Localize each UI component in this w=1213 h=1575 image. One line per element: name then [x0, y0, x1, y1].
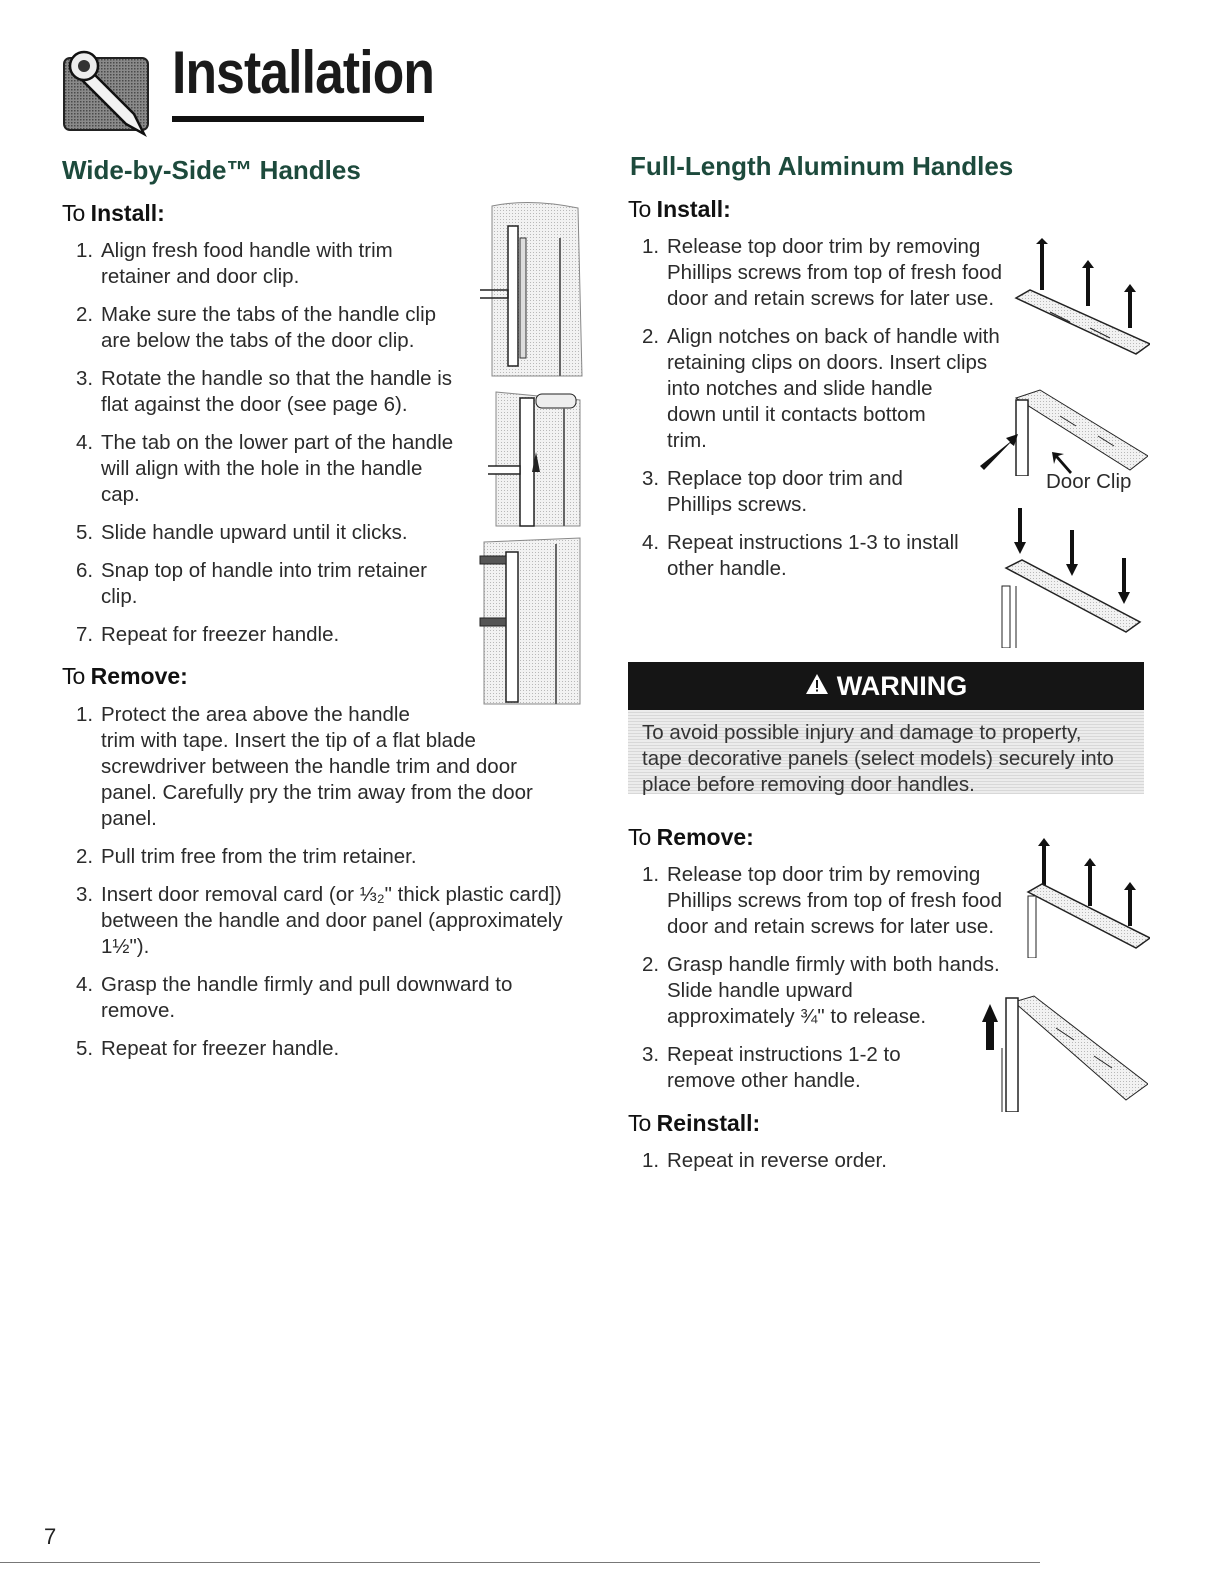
step-text-line: Grasp handle firmly with both hands.	[667, 953, 1000, 976]
figure-label-door-clip: Door Clip	[1046, 470, 1132, 493]
step-text-line: Repeat instructions 1-3 to install	[667, 531, 959, 554]
step-text-line: Make sure the tabs of the handle clip	[101, 303, 437, 326]
step-text-line: Repeat instructions 1-2 to	[667, 1043, 901, 1066]
title-underline	[172, 116, 424, 122]
step-text-line: Replace top door trim and	[667, 467, 903, 490]
figure-handle-slide	[976, 988, 1148, 1112]
step-number: 3.	[76, 367, 94, 390]
figure-trim-remove	[1010, 232, 1150, 364]
warning-title: WARNING	[836, 670, 968, 701]
step-item	[62, 972, 592, 1024]
subheading-right-install: To Install:	[628, 196, 731, 222]
section-heading-wide-by-side: Wide-by-Side™ Handles	[62, 155, 361, 185]
step-item	[628, 952, 1028, 1030]
left-remove-steps	[62, 702, 592, 1074]
bottom-rule	[0, 1562, 1040, 1563]
step-list	[628, 1148, 1028, 1174]
warning-text-line: tape decorative panels (select models) securely into	[642, 747, 1114, 770]
step-item	[628, 466, 1028, 518]
step-text-line: flat against the door (see page 6).	[101, 393, 408, 416]
step-text-line: Align fresh food handle with trim	[101, 239, 393, 262]
step-item	[62, 558, 482, 610]
step-item	[628, 530, 1028, 582]
step-item	[62, 366, 482, 418]
figure-handle-align	[470, 198, 588, 378]
step-text-line: Phillips screws.	[667, 493, 808, 516]
right-reinstall-steps	[628, 1148, 1028, 1186]
step-number: 6.	[76, 559, 94, 582]
step-text-line: Pull trim free from the trim retainer.	[101, 845, 417, 868]
step-list	[62, 702, 592, 1062]
step-list	[62, 238, 482, 648]
warning-box	[628, 662, 1144, 794]
step-number: 1.	[642, 863, 660, 886]
step-number: 2.	[76, 845, 94, 868]
step-number: 3.	[76, 883, 94, 906]
figure-trim-replace	[988, 506, 1148, 648]
step-text-line: Release top door trim by removing	[667, 863, 981, 886]
step-text-line: panel. Carefully pry the trim away from the door	[101, 781, 533, 804]
page-number: 7	[44, 1524, 57, 1549]
step-number: 2.	[76, 303, 94, 326]
step-text-line: are below the tabs of the door clip.	[101, 329, 415, 352]
step-item	[628, 324, 1028, 454]
warning-text-line: To avoid possible injury and damage to property,	[642, 721, 1082, 744]
step-text-line: Rotate the handle so that the handle is	[101, 367, 453, 390]
step-text-line: Repeat for freezer handle.	[101, 623, 340, 646]
subheading-left-install: To Install:	[62, 200, 165, 226]
step-text-line: Repeat in reverse order.	[667, 1149, 887, 1172]
step-text-line: Insert door removal card (or ⅓₂" thick plastic card])	[101, 883, 562, 906]
step-item	[62, 622, 482, 648]
step-text-line: will align with the hole in the handle	[101, 457, 423, 480]
right-remove-steps	[628, 862, 1028, 1106]
subheading-right-reinstall: To Reinstall:	[628, 1110, 761, 1136]
step-text-line: retaining clips on doors. Insert clips	[667, 351, 988, 374]
step-item	[62, 430, 482, 508]
right-install-steps	[628, 234, 1028, 594]
step-list	[628, 862, 1028, 1094]
step-text-line: trim.	[667, 429, 707, 452]
step-number: 4.	[642, 531, 660, 554]
step-item	[628, 234, 1028, 312]
step-text-line: The tab on the lower part of the handle	[101, 431, 454, 454]
step-number: 4.	[76, 973, 94, 996]
step-text-line: Slide handle upward	[667, 979, 853, 1002]
step-item	[628, 1042, 1028, 1094]
step-item	[62, 1036, 592, 1062]
step-text-line: panel.	[101, 807, 157, 830]
step-number: 4.	[76, 431, 94, 454]
step-item	[62, 520, 482, 546]
step-number: 1.	[642, 235, 660, 258]
step-text-line: door and retain screws for later use.	[667, 915, 995, 938]
step-text-line: between the handle and door panel (approximately	[101, 909, 563, 932]
step-number: 1.	[76, 239, 94, 262]
wrench-icon	[62, 44, 158, 140]
warning-title-bar	[628, 662, 1144, 710]
step-number: 5.	[76, 521, 94, 544]
step-text-line: Snap top of handle into trim retainer	[101, 559, 427, 582]
step-number: 2.	[642, 953, 660, 976]
subheading-left-remove: To Remove:	[62, 663, 188, 689]
step-text-line: Phillips screws from top of fresh food	[667, 889, 1002, 912]
step-text-line: Release top door trim by removing	[667, 235, 981, 258]
step-text-line: down until it contacts bottom	[667, 403, 926, 426]
figure-handle-snap	[472, 534, 588, 706]
section-heading-aluminum: Full-Length Aluminum Handles	[630, 151, 1014, 181]
step-text-line: remove other handle.	[667, 1069, 861, 1092]
warning-triangle-icon	[805, 671, 829, 702]
step-item	[62, 302, 482, 354]
step-text-line: cap.	[101, 483, 140, 506]
step-item	[628, 1148, 1028, 1174]
figure-trim-remove-2	[1010, 834, 1150, 958]
subheading-right-remove: To Remove:	[628, 824, 754, 850]
step-item	[62, 844, 592, 870]
step-number: 1.	[76, 703, 94, 726]
step-number: 7.	[76, 623, 94, 646]
step-number: 2.	[642, 325, 660, 348]
step-item	[62, 238, 482, 290]
step-text-line: Repeat for freezer handle.	[101, 1037, 340, 1060]
step-text-line: other handle.	[667, 557, 787, 580]
step-text-line: Grasp the handle firmly and pull downward to	[101, 973, 513, 996]
figure-handle-rotate	[480, 388, 590, 528]
left-install-steps	[62, 238, 482, 660]
step-list	[628, 234, 1028, 582]
step-number: 1.	[642, 1149, 660, 1172]
step-text-line: into notches and slide handle	[667, 377, 933, 400]
step-number: 3.	[642, 467, 660, 490]
figure-handle-notches	[980, 386, 1148, 476]
step-number: 5.	[76, 1037, 94, 1060]
step-item	[62, 882, 592, 960]
page-title: Installation	[172, 39, 435, 106]
step-number: 3.	[642, 1043, 660, 1066]
step-text-line: Slide handle upward until it clicks.	[101, 521, 408, 544]
step-text-line: screwdriver between the handle trim and door	[101, 755, 517, 778]
step-text-line: door and retain screws for later use.	[667, 287, 995, 310]
warning-text-line: place before removing door handles.	[642, 773, 975, 796]
step-text-line: retainer and door clip.	[101, 265, 300, 288]
step-text-line: approximately ¾" to release.	[667, 1005, 927, 1028]
step-text-line: 1½").	[101, 935, 150, 958]
step-text-line: trim with tape. Insert the tip of a flat blade	[101, 729, 476, 752]
step-text-line: Align notches on back of handle with	[667, 325, 1000, 348]
step-item	[628, 862, 1028, 940]
step-text-line: Phillips screws from top of fresh food	[667, 261, 1002, 284]
step-text-line: Protect the area above the handle	[101, 703, 410, 726]
step-text-line: clip.	[101, 585, 138, 608]
step-item	[62, 702, 592, 832]
warning-text	[628, 710, 1144, 794]
step-text-line: remove.	[101, 999, 176, 1022]
